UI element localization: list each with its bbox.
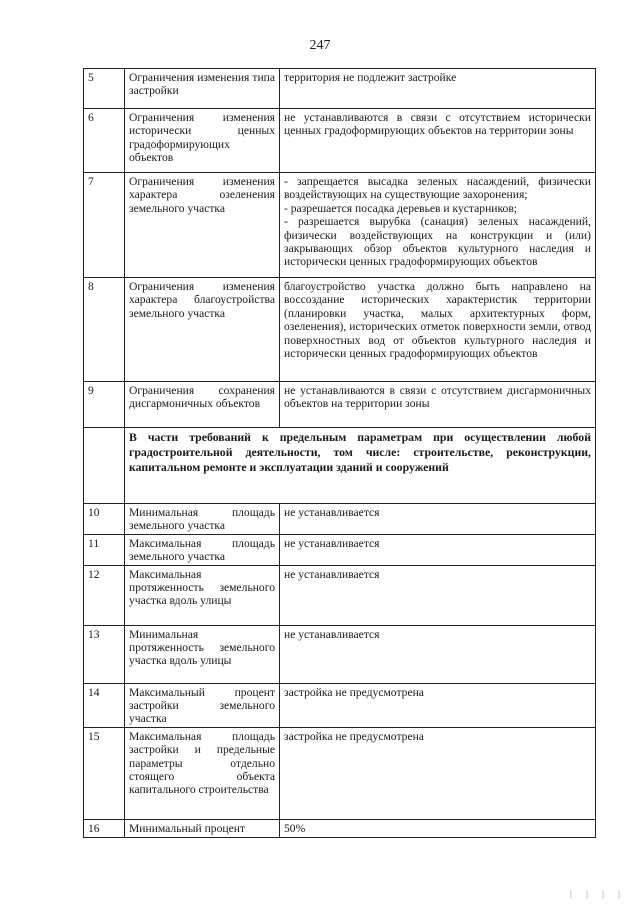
row-number: 12 [84, 565, 125, 625]
row-number: 10 [84, 504, 125, 535]
parameter-value: не устанавливается [280, 565, 596, 625]
parameter-name: Ограничения изменения характера озеленения земельного участка [125, 173, 280, 278]
table-body-bottom [84, 504, 596, 838]
row-number: 11 [84, 534, 125, 565]
parameter-name: Максимальная протяженность земельного участка вдоль улицы [125, 565, 280, 625]
table-row [84, 69, 596, 109]
parameter-value: не устанавливаются в связи с отсутствием исторически ценных градоформирующих объектов на территории зоны [280, 109, 596, 173]
table-row [84, 534, 596, 565]
page-number: 247 [309, 38, 331, 53]
parameter-value: не устанавливаются в связи с отсутствием дисгармоничных объектов на территории зоны [280, 382, 596, 428]
parameter-name: Минимальная протяженность земельного участка вдоль улицы [125, 625, 280, 683]
row-number: 15 [84, 727, 125, 819]
parameter-name: Минимальная площадь земельного участка [125, 504, 280, 535]
parameter-name: Максимальный процент застройки земельного участка [125, 683, 280, 727]
parameter-value: 50% [280, 819, 596, 837]
parameter-name: Минимальный процент [125, 819, 280, 837]
table-row [84, 565, 596, 625]
parameter-value: территория не подлежит застройке [280, 69, 596, 109]
parameter-value: - запрещается высадка зеленых насаждений, физически воздействующих на существующие захоронения; - разрешается посадка деревьев и кустарников; - разрешается вырубка (санация) зеленых насаждений, физически воздействующих на конструкции и (или) закрывающих обзор объектов культурного наследия и исторически ценных градоформирующих объектов [280, 173, 596, 278]
table-row [84, 173, 596, 278]
parameter-value: благоустройство участка должно быть направлено на воссоздание исторических характеристик территории (планировки участка, малых архитектурных форм, озеленения), исторических отметок поверхности земли, отвод поверхностных вод от объектов культурного наследия и исторически ценных градоформирующих объектов [280, 278, 596, 382]
table-row [84, 382, 596, 428]
parameter-value: не устанавливается [280, 504, 596, 535]
parameter-value: не устанавливается [280, 534, 596, 565]
parameter-value: не устанавливается [280, 625, 596, 683]
parameter-name: Ограничения сохранения дисгармоничных объектов [125, 382, 280, 428]
section-empty-cell [84, 428, 125, 504]
table-row [84, 683, 596, 727]
row-number: 14 [84, 683, 125, 727]
row-number: 9 [84, 382, 125, 428]
parameter-value: застройка не предусмотрена [280, 727, 596, 819]
table-row [84, 278, 596, 382]
row-number: 8 [84, 278, 125, 382]
table-row [84, 819, 596, 837]
table-row [84, 504, 596, 535]
table-row [84, 625, 596, 683]
parameter-name: Максимальная площадь застройки и предельные параметры отдельно стоящего объекта капитального строительства [125, 727, 280, 819]
table-row [84, 109, 596, 173]
row-number: 6 [84, 109, 125, 173]
row-number: 13 [84, 625, 125, 683]
section-row [84, 428, 596, 504]
parameter-name: Ограничения изменения характера благоустройства земельного участка [125, 278, 280, 382]
regulations-table [83, 68, 596, 838]
row-number: 5 [84, 69, 125, 109]
table-body-top [84, 69, 596, 428]
parameter-name: Максимальная площадь земельного участка [125, 534, 280, 565]
row-number: 7 [84, 173, 125, 278]
parameter-name: Ограничения изменения исторически ценных градоформирующих объектов [125, 109, 280, 173]
table-row [84, 727, 596, 819]
footer-marks: | | | | [570, 889, 626, 899]
parameter-value: застройка не предусмотрена [280, 683, 596, 727]
section-heading: В части требований к предельным параметрам при осуществлении любой градостроительной деятельности, том числе: строительстве, реконструкции, капитальном ремонте и эксплуатации зданий и сооружений [125, 428, 596, 504]
parameter-name: Ограничения изменения типа застройки [125, 69, 280, 109]
table-section [84, 428, 596, 504]
row-number: 16 [84, 819, 125, 837]
